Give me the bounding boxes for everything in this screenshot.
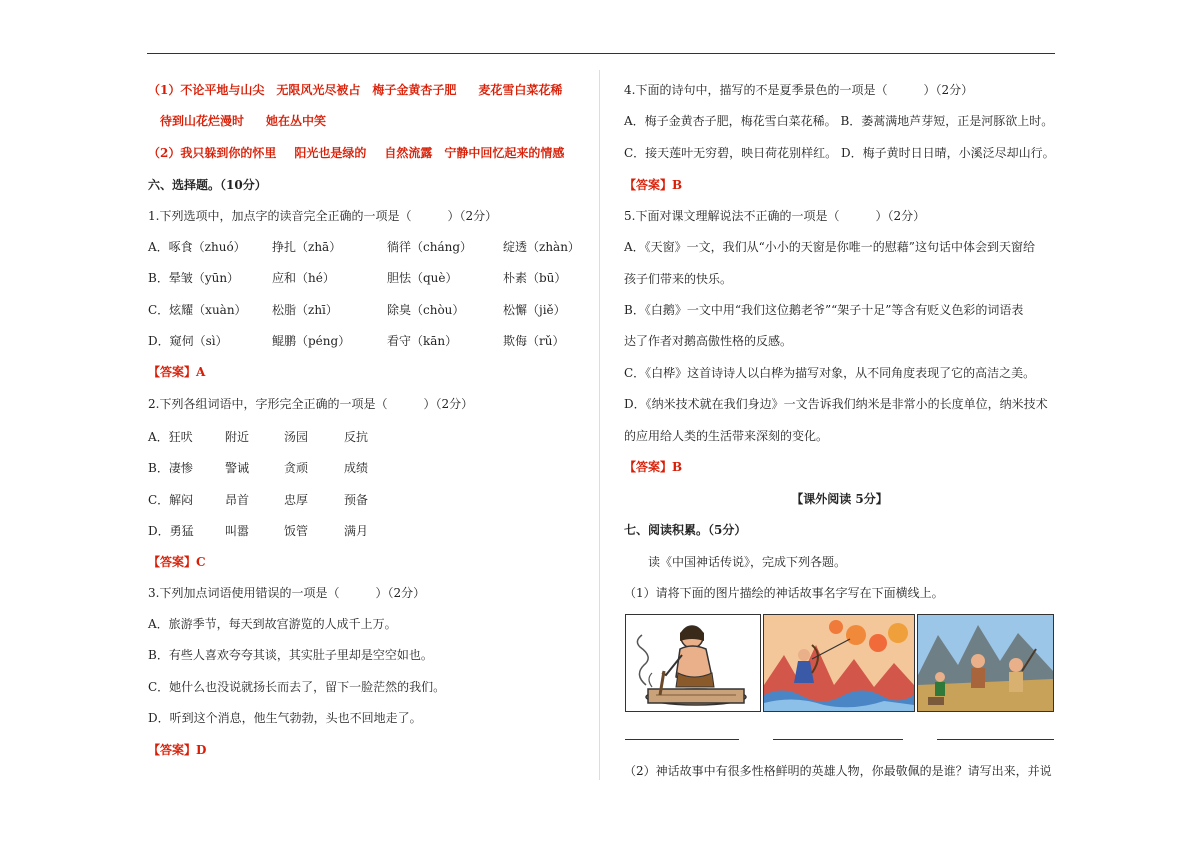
q2-a-2: 附近	[225, 430, 250, 444]
q1-a-3: 徜徉（cháng）	[387, 240, 473, 254]
poem2-line: （2）我只躲到你的怀里 阳光也是绿的 自然流露 宁静中回忆起来的情感	[148, 146, 565, 160]
q2-a-3: 汤园	[284, 430, 309, 444]
q1-c-3: 除臭（chòu）	[387, 303, 465, 317]
q2-d-2: 叫嚣	[225, 524, 250, 538]
q2-c-1: C．解闷	[148, 493, 194, 507]
q3-stem: 3.下列加点词语使用错误的一项是（ ）（2分）	[148, 586, 426, 600]
q1-c-2: 松脂（zhī）	[272, 303, 338, 317]
poem1-line1: （1）不论平地与山尖 无限风光尽被占 梅子金黄杏子肥 麦花雪白菜花稀	[148, 83, 563, 97]
q2-a-4: 反抗	[344, 430, 369, 444]
archer-shooting-suns-illustration	[764, 615, 914, 711]
q5-a-line1: A．《天窗》一文，我们从“小小的天窗是你唯一的慰藉”这句话中体会到天窗给	[624, 240, 1035, 254]
q5-stem: 5.下面对课文理解说法不正确的一项是（ ）（2分）	[624, 209, 926, 223]
extra-reading-title: 【课外阅读 5分】	[791, 492, 888, 506]
answer-blank-1[interactable]	[625, 739, 739, 740]
q2-d-1: D．勇猛	[148, 524, 194, 538]
q2-stem: 2.下列各组词语中，字形完全正确的一项是（ ）（2分）	[148, 397, 474, 411]
myth-picture-archer	[763, 614, 915, 712]
q5-d-line2: 的应用给人类的生活带来深刻的变化。	[624, 429, 829, 443]
q2-c-2: 昂首	[225, 493, 250, 507]
q1-b-1: B．晕皱（yūn）	[148, 271, 240, 285]
q5-answer: 【答案】B	[624, 460, 683, 474]
q3-option-a: A．旅游季节，每天到故宫游览的人成千上万。	[148, 617, 397, 631]
section7-title: 七、阅读积累。（5分）	[624, 523, 747, 537]
sub-question-1: （1）请将下面的图片描绘的神话故事名字写在下面横线上。	[624, 586, 944, 600]
q1-a-4: 绽透（zhàn）	[503, 240, 580, 254]
q4-answer: 【答案】B	[624, 178, 683, 192]
q1-b-3: 胆怯（què）	[387, 271, 458, 285]
q1-c-1: C．炫耀（xuàn）	[148, 303, 247, 317]
q2-d-4: 满月	[344, 524, 369, 538]
q5-b-line1: B．《白鹅》一文中用“我们这位鹅老爷”“架子十足”等含有贬义色彩的词语表	[624, 303, 1024, 317]
q1-a-2: 挣扎（zhā）	[272, 240, 342, 254]
myth-picture-mountain	[917, 614, 1054, 712]
q3-option-d: D．听到这个消息，他生气勃勃，头也不回地走了。	[148, 711, 422, 725]
q1-b-2: 应和（hé）	[272, 271, 335, 285]
q1-b-4: 朴素（bū）	[503, 271, 567, 285]
q5-c-line: C．《白桦》这首诗诗人以白桦为描写对象，从不同角度表现了它的高洁之美。	[624, 366, 1036, 380]
answer-blank-2[interactable]	[773, 739, 903, 740]
moving-mountain-illustration	[918, 615, 1053, 711]
reading-intro: 读《中国神话传说》，完成下列各题。	[648, 555, 847, 569]
q2-b-3: 贪顽	[284, 461, 309, 475]
q1-answer: 【答案】A	[148, 365, 206, 379]
q1-d-2: 鲲鹏（péng）	[272, 334, 351, 348]
q2-d-3: 饭管	[284, 524, 309, 538]
q2-c-4: 预备	[344, 493, 369, 507]
q5-a-line2: 孩子们带来的快乐。	[624, 272, 733, 286]
q3-answer: 【答案】D	[148, 743, 207, 757]
q4-stem: 4.下面的诗句中，描写的不是夏季景色的一项是（ ）（2分）	[624, 83, 974, 97]
q1-d-3: 看守（kān）	[387, 334, 458, 348]
q3-option-c: C．她什么也没说就扬长而去了，留下一脸茫然的我们。	[148, 680, 446, 694]
q2-b-4: 成绩	[344, 461, 369, 475]
q1-stem: 1.下列选项中，加点字的读音完全正确的一项是（ ）（2分）	[148, 209, 498, 223]
q5-b-line2: 达了作者对鹅高傲性格的反感。	[624, 334, 793, 348]
poem1-line2: 待到山花烂漫时 她在丛中笑	[160, 114, 327, 128]
figure-making-fire-illustration	[626, 615, 760, 711]
q1-c-4: 松懈（jiě）	[503, 303, 566, 317]
q2-a-1: A．狂吠	[148, 430, 193, 444]
column-divider	[599, 70, 600, 780]
q5-d-line1: D．《纳米技术就在我们身边》一文告诉我们纳米是非常小的长度单位，纳米技术	[624, 397, 1048, 411]
myth-picture-fire	[625, 614, 761, 712]
answer-blank-3[interactable]	[937, 739, 1054, 740]
q2-b-1: B．凄惨	[148, 461, 193, 475]
q1-a-1: A．啄食（zhuó）	[148, 240, 246, 254]
q2-answer: 【答案】C	[148, 555, 206, 569]
sub-question-2: （2）神话故事中有很多性格鲜明的英雄人物，你最敬佩的是谁？请写出来，并说	[624, 764, 1052, 778]
q4-options-cd: C．接天莲叶无穷碧，映日荷花别样红。 D．梅子黄时日日晴，小溪泛尽却山行。	[624, 146, 1055, 160]
q4-options-ab: A．梅子金黄杏子肥，梅花雪白菜花稀。 B．萎蒿满地芦芽短，正是河豚欲上时。	[624, 114, 1054, 128]
q2-b-2: 警诫	[225, 461, 250, 475]
q1-d-4: 欺侮（rǔ）	[503, 334, 565, 348]
q3-option-b: B．有些人喜欢夸夸其谈，其实肚子里却是空空如也。	[148, 648, 433, 662]
q1-d-1: D．窥伺（sì）	[148, 334, 228, 348]
q2-c-3: 忠厚	[284, 493, 309, 507]
top-rule	[147, 53, 1055, 54]
section6-title: 六、选择题。（10分）	[148, 178, 267, 192]
